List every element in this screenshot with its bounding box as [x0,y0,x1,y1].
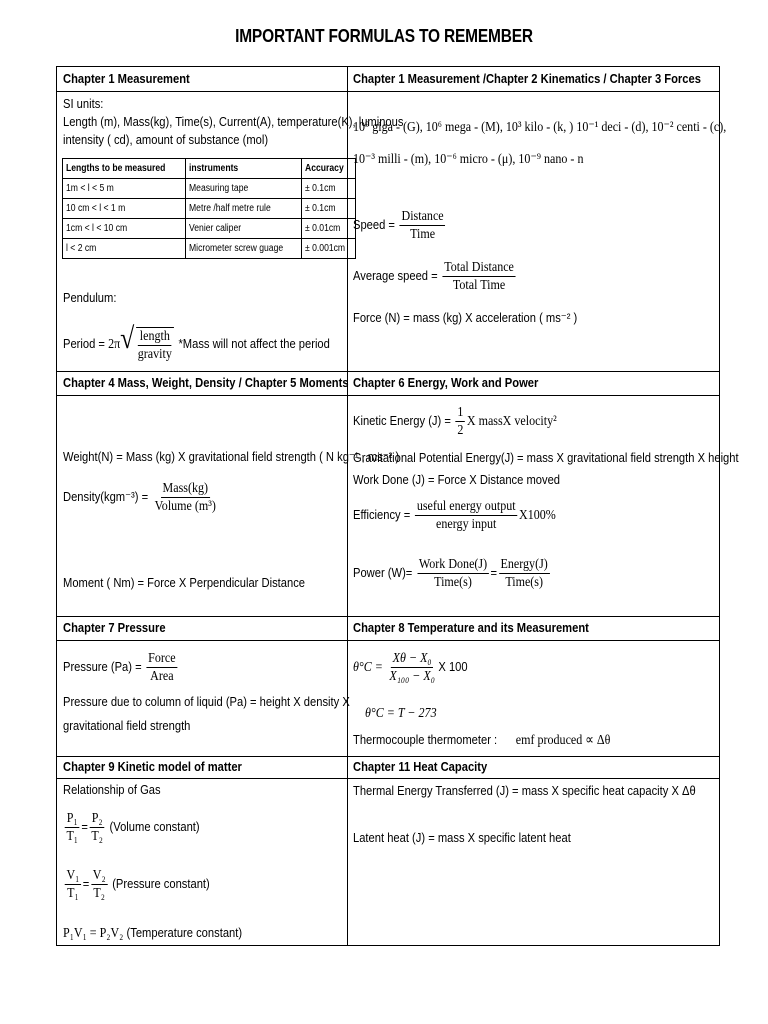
theta-fraction [388,650,437,685]
liquid-pressure-line: gravitational field strength [63,718,191,733]
latent-heat-formula: Latent heat (J) = mass X specific latent heat [353,830,571,845]
section-header-kinematics: Chapter 1 Measurement /Chapter 2 Kinematics / Chapter 3 Forces [353,71,701,86]
boyle-law: P₁V₁ = P₂V₂ [63,926,124,941]
table-header-row [63,159,356,179]
average-speed-formula [353,256,517,296]
table-cell: 10 cm < l < 1 m [66,203,126,214]
v1-t1-fraction [65,867,81,902]
fraction-denominator: T₁ [66,829,78,845]
pressure-label: Pressure (Pa) = [63,659,145,674]
instruments-table [62,158,356,259]
density-formula [63,477,219,517]
temperature-constant-note: (Temperature constant) [126,925,243,940]
power-formula: Power (W)= $\frac{\text{Work Done(J)}}{\text{Time(s)}}$ = $\frac{\text{Energy(J)}}{\text{Time(s)}}$ [353,557,548,591]
fraction-numerator: Xθ − X₀ [392,651,432,667]
gpe-formula: Gravitational Potential Energy(J) = mass X gravitational field strength X height [353,450,739,465]
fraction-numerator: P₁ [66,811,78,827]
temperature-constant-formula [63,924,242,943]
density-label: Density(kgm⁻³) = [63,489,152,504]
speed-label: Speed = [353,217,399,232]
table-cell: 1cm < l < 10 cm [66,223,128,234]
fraction-denominator: Area [150,669,174,685]
table-row [63,199,356,219]
pressure-formula [63,647,179,687]
table-cell: Micrometer screw guage [188,243,283,254]
fraction-denominator: Time(s) [505,575,544,591]
thermocouple-formula [353,731,610,750]
table-row [63,219,356,239]
power-label: Power (W)= [353,565,416,580]
fraction-denominator: gravity [137,346,172,362]
section-header-heat-capacity: Chapter 11 Heat Capacity [353,759,488,774]
fraction-numerator: Energy(J) [500,557,548,573]
kinetic-energy-label: Kinetic Energy (J) = [353,413,454,428]
row-divider [57,371,719,372]
column-header: Lengths to be measured [66,163,166,174]
fraction-denominator: Total Time [452,278,506,294]
average-speed-fraction [442,259,515,294]
fraction-numerator: length [139,328,170,344]
thermocouple-label: Thermocouple thermometer : [353,732,498,747]
speed-fraction [400,208,446,243]
liquid-pressure-line: Pressure due to column of liquid (Pa) = height X density X [63,694,350,709]
efficiency-rest: X100% [519,508,556,523]
fraction-denominator: T₁ [67,886,79,902]
theta-label: θ°C = [353,660,386,675]
formula-grid [56,66,739,946]
table-cell: ± 0.01cm [305,223,341,234]
theta-formula [353,647,468,688]
table-cell: Measuring tape [188,183,248,194]
fraction-denominator: T₂ [91,829,103,845]
table-cell: ± 0.001cm [305,243,346,254]
fraction-denominator: Time(s) [434,575,472,591]
volume-constant-note: (Volume constant) [109,819,200,834]
column-header: instruments [188,163,238,174]
section-header-energy: Chapter 6 Energy, Work and Power [353,375,539,390]
density-fraction [153,480,218,515]
period-formula [63,317,330,367]
v2-t2-fraction [91,867,107,902]
p2-t2-fraction [90,810,105,845]
sqrt-sign: √ [120,322,135,355]
page-title: IMPORTANT FORMULAS TO REMEMBER [235,26,533,46]
table-cell: l < 2 cm [66,243,97,254]
volume-constant-formula: $\frac{\text{P₁}}{\text{T₁}}$ = $\frac{\text{P₂}}{\text{T₂}}$ (Volume constant) [66,811,200,845]
table-cell: ± 0.1cm [305,203,336,214]
weight-formula: Weight(N) = Mass (kg) X gravitational field strength ( N kg⁻¹ , ms⁻² ) [63,449,400,464]
table-row [63,239,356,259]
fraction-numerator: P₂ [91,811,103,827]
force-formula: Force (N) = mass (kg) X acceleration ( ms⁻² ) [353,310,578,325]
si-units-line: Length (m), Mass(kg), Time(s), Current(A), temperature(K), luminous [63,114,404,129]
kinetic-energy-formula [353,401,557,442]
fraction-numerator: V₂ [92,868,106,884]
theta-rest: X 100 [438,659,468,674]
period-fraction [136,327,174,363]
power-fraction [499,556,550,591]
row-divider [57,395,719,396]
section-header-temperature: Chapter 8 Temperature and its Measurement [353,620,589,635]
half-fraction [456,404,465,439]
section-header-pressure: Chapter 7 Pressure [63,620,166,635]
prefixes-line: 10⁻³ milli - (m), 10⁻⁶ micro - (μ), 10⁻⁹ nano - n [353,152,584,167]
row-divider [57,640,719,641]
row-divider [57,778,719,779]
thermal-energy-formula: Thermal Energy Transferred (J) = mass X specific heat capacity X Δθ [353,783,696,798]
table-cell: Venier caliper [188,223,241,234]
fraction-numerator: useful energy output [416,499,516,515]
fraction-numerator: Work Done(J) [418,557,488,573]
fraction-denominator: Volume (m³) [154,499,216,515]
kelvin-formula: θ°C = T − 273 [365,706,437,721]
si-units-label: SI units: [63,96,104,111]
section-header-measurement: Chapter 1 Measurement [63,71,190,86]
row-divider [57,91,719,92]
efficiency-formula [353,495,556,536]
work-done-formula: Work Done (J) = Force X Distance moved [353,472,561,487]
pressure-constant-note: (Pressure constant) [112,876,210,891]
period-note: *Mass will not affect the period [178,336,330,351]
table-cell: ± 0.1cm [305,183,336,194]
efficiency-label: Efficiency = [353,507,414,522]
row-divider [57,756,719,757]
power-fraction [417,556,489,591]
section-header-kinetic-model: Chapter 9 Kinetic model of matter [63,759,242,774]
fraction-denominator: 2 [457,423,464,439]
si-units-line: intensity ( cd), amount of substance (mol) [63,132,269,147]
fraction-numerator: Mass(kg) [162,481,209,497]
kinetic-energy-rest: X massX velocity² [466,414,557,429]
pressure-constant-formula: $\frac{\text{V₁}}{\text{T₁}}$ = $\frac{\text{V₂}}{\text{T₂}}$ (Pressure constant) [66,868,210,902]
fraction-numerator: 1 [457,405,464,421]
fraction-numerator: Distance [401,209,444,225]
pressure-fraction [146,650,177,685]
period-prefix: Period = [63,336,109,351]
fraction-denominator: Time [410,227,436,243]
section-header-mass-weight: Chapter 4 Mass, Weight, Density / Chapter 5 Moments [63,375,349,390]
fraction-numerator: V₁ [66,868,80,884]
average-speed-label: Average speed = [353,268,441,283]
two-pi-symbol: 2π [108,337,121,352]
fraction-denominator: energy input [436,517,497,533]
pendulum-label: Pendulum: [63,290,117,305]
gas-relationship-label: Relationship of Gas [63,782,161,797]
column-header: Accuracy [305,163,344,174]
thermocouple-expression: emf produced ∝ Δθ [515,733,611,748]
speed-formula [353,205,447,245]
fraction-numerator: Force [148,651,176,667]
p1-t1-fraction [65,810,80,845]
efficiency-fraction [415,498,517,533]
row-divider [57,616,719,617]
table-row [63,179,356,199]
table-cell: 1m < l < 5 m [66,183,114,194]
prefixes-line: 10⁹ giga - (G), 10⁶ mega - (M), 10³ kilo - (k, ) 10⁻¹ deci - (d), 10⁻² centi - (c), [353,120,727,135]
fraction-denominator: X₁₀₀ − X₀ [389,669,435,685]
table-cell: Metre /half metre rule [188,203,271,214]
fraction-denominator: T₂ [93,886,105,902]
fraction-numerator: Total Distance [444,260,514,276]
moment-formula: Moment ( Nm) = Force X Perpendicular Distance [63,575,306,590]
